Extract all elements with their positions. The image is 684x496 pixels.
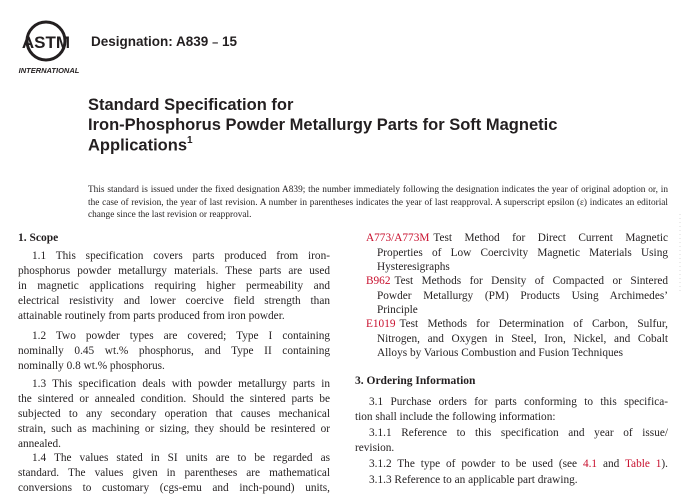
paragraph-line: phosphorus powder metallurgy materials. These parts are used xyxy=(18,265,330,277)
title-footnote-mark[interactable]: 1 xyxy=(187,135,193,146)
paragraph-line: 3.1.1 Reference to this specification and year of issue/ xyxy=(369,427,668,439)
reference-title: Test Method for Direct Current Magnetic xyxy=(433,232,668,244)
paragraph-line: nominally 0.8 wt.% phosphorus. xyxy=(18,360,165,372)
reference-title-cont: Powder Metallurgy (PM) Products Using Archimedes’ xyxy=(377,289,668,302)
title-line-3-text: Applications xyxy=(88,136,188,155)
astm-logo xyxy=(16,14,82,78)
paragraph-line: revision. xyxy=(355,442,395,454)
designation-dash: – xyxy=(212,37,219,49)
paragraph-1-1 xyxy=(18,249,330,324)
margin-marks xyxy=(678,214,682,294)
paragraph-line: nominally 0.45 wt.% phosphorus, and Type II containing xyxy=(18,345,330,357)
table-1-link[interactable]: Table 1 xyxy=(624,458,662,470)
paragraph-line: the sintered or annealed condition. Should the sintered parts be xyxy=(18,393,330,405)
paragraph-line: attainable routinely from parts produced from iron powder. xyxy=(18,310,285,322)
paragraph-line: 1.1 This specification covers parts produced from iron- xyxy=(32,250,330,262)
designation-number: A839 xyxy=(176,34,209,49)
title-line-1: Standard Specification for xyxy=(88,96,294,114)
paragraph-line xyxy=(355,457,668,472)
reference-e1019 xyxy=(366,317,668,361)
paragraph-line: 3.1 Purchase orders for parts conforming to this specifica- xyxy=(369,396,668,408)
paragraph-line: conversions to customary (cgs-emu and inch-pound) units, xyxy=(18,482,330,494)
paragraph-3-1-3 xyxy=(355,473,668,488)
paragraph-3-1-2 xyxy=(355,457,668,472)
paragraph-text: and xyxy=(597,458,625,470)
paragraph-line: strain, such as machining or sizing, they should be resintered or xyxy=(18,423,330,435)
reference-title: Test Methods for Determination of Carbon, Sulfur, xyxy=(399,318,668,330)
designation-year: 15 xyxy=(221,34,237,49)
paragraph-line: annealed. xyxy=(18,438,61,450)
paragraph-1-2 xyxy=(18,329,330,374)
designation xyxy=(91,34,237,49)
reference-title: Test Methods for Density of Compacted or Sintered xyxy=(394,275,668,287)
paragraph-line: 1.4 The values stated in SI units are to be regarded as xyxy=(32,452,330,464)
paragraph-line: 1.3 This specification deals with powder metallurgy parts in xyxy=(32,378,330,390)
reference-title-cont: Principle xyxy=(377,304,418,317)
title-line-2: Iron-Phosphorus Powder Metallurgy Parts for Soft Magnetic xyxy=(88,116,558,134)
reference-b962 xyxy=(366,274,668,318)
reference-code-link[interactable]: A773/A773M xyxy=(366,232,430,244)
reference-title-cont: Nitrogen, and Oxygen in Steel, Iron, Nickel, and Cobalt xyxy=(377,332,668,345)
paragraph-3-1 xyxy=(355,395,668,425)
section-1-heading: 1. Scope xyxy=(18,232,59,244)
reference-title-cont: Hysteresigraphs xyxy=(377,261,450,274)
paragraph-1-4 xyxy=(18,451,330,496)
reference-title-cont: Properties of Low Coercivity Magnetic Materials Using xyxy=(377,246,668,259)
logo-text: ASTM xyxy=(21,33,71,52)
reference-code-link[interactable]: E1019 xyxy=(366,318,396,330)
paragraph-line: 1.2 Two powder types are covered; Type I containing xyxy=(32,330,330,342)
title-line-3 xyxy=(88,136,193,156)
reference-a773 xyxy=(366,231,668,275)
paragraph-line: electrical resistivity and lower coercive field strength than xyxy=(18,295,330,307)
issued-note: This standard is issued under the fixed designation A839; the number immediately following the designation indicates the year of original adoption or, in the case of revision, the year of last revision. A number in parentheses indicates the year of last reapproval. A superscript epsilon (ε) indicates an editorial change since the last revision or reapproval. xyxy=(88,185,668,221)
paragraph-1-3 xyxy=(18,377,330,452)
paragraph-line: subjected to any secondary operation that causes mechanical xyxy=(18,408,330,420)
section-4-1-link[interactable]: 4.1 xyxy=(582,458,598,470)
reference-code-link[interactable]: B962 xyxy=(366,275,391,287)
section-3-heading: 3. Ordering Information xyxy=(355,375,476,387)
paragraph-3-1-1 xyxy=(355,426,668,456)
paragraph-text: ). xyxy=(661,458,668,470)
paragraph-line: 3.1.3 Reference to an applicable part drawing. xyxy=(369,474,578,486)
logo-caption: INTERNATIONAL xyxy=(18,66,80,75)
paragraph-line: tion shall include the following information: xyxy=(355,411,556,423)
designation-label: Designation: xyxy=(91,34,173,49)
paragraph-line: in magnetic applications requiring higher permeability and xyxy=(18,280,330,292)
reference-title-cont: Alloys by Various Combustion and Fusion Techniques xyxy=(377,347,624,360)
paragraph-text: 3.1.2 The type of powder to be used (see xyxy=(369,458,583,470)
paragraph-line: standard. The values given in parentheses are mathematical xyxy=(18,467,330,479)
